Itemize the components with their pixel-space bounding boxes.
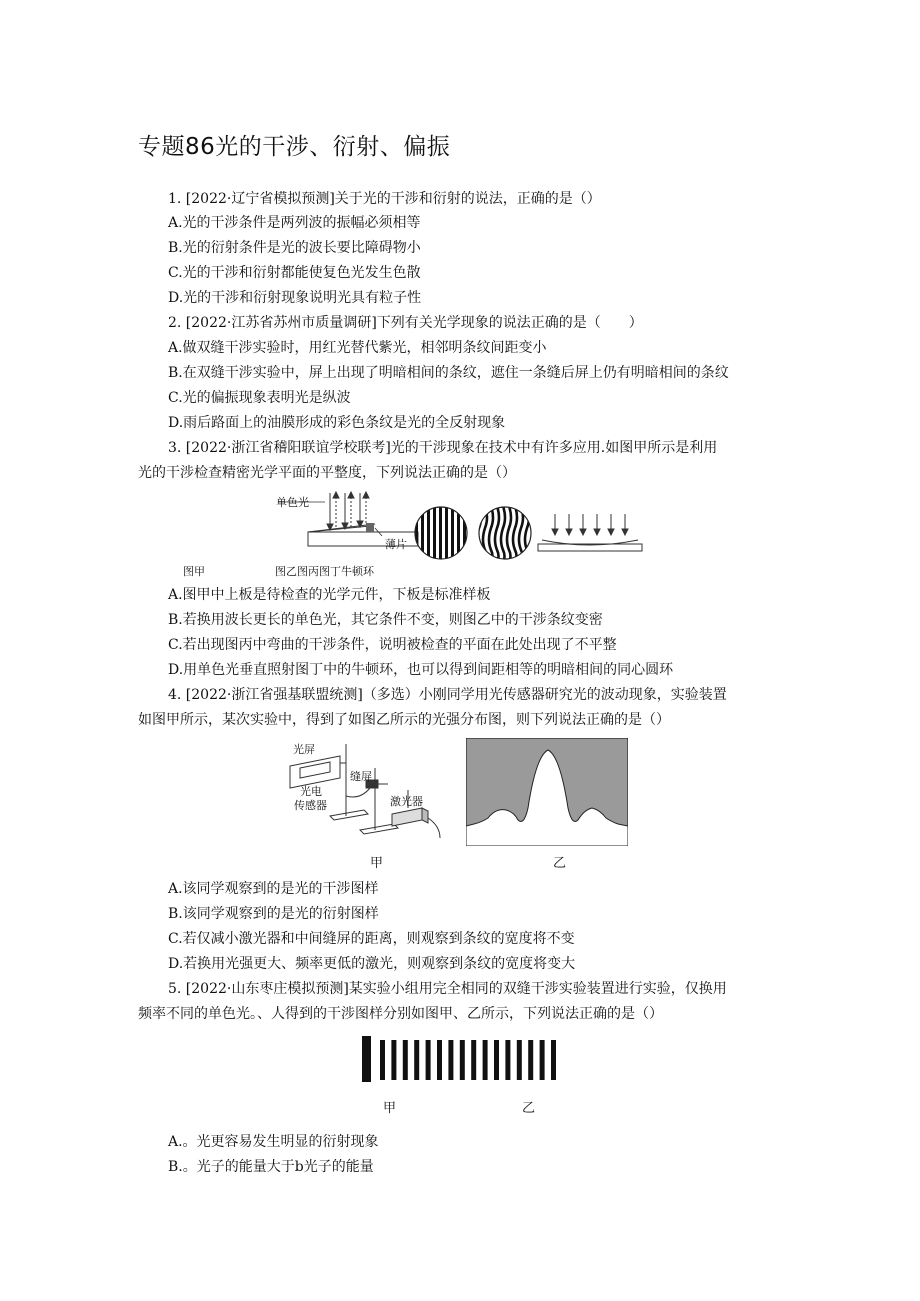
q3-figure (170, 488, 650, 580)
q2-stem: 2. [2022·江苏省苏州市质量调研]下列有关光学现象的说法正确的是（ ） (168, 315, 643, 331)
q4-fig-laser-label: 激光器 (390, 795, 423, 808)
q3-fig-others-caption: 图乙图丙图丁牛顿环 (275, 565, 374, 578)
interference-fringe-bar (494, 1040, 499, 1080)
q3-stem-line2: 光的干涉检查精密光学平面的平整度，下列说法正确的是（） (138, 465, 516, 481)
interference-fringe-bar (460, 1040, 465, 1080)
q3-option-c: C.若出现图丙中弯曲的干涉条件，说明被检查的平面在此处出现了不平整 (168, 637, 617, 653)
interference-fringe-bar (540, 1040, 545, 1080)
curved-fringe (513, 506, 517, 562)
interference-fringe-bar (505, 1040, 510, 1080)
q4-fig-sensor-label-1: 光电 (300, 785, 322, 798)
q3-fig-straight-fringes (415, 506, 467, 562)
q4-stem-line2: 如图甲所示，某次实验中，得到了如图乙所示的光强分布图，则下列说法正确的是（） (138, 712, 670, 728)
q4-option-a: A.该同学观察到的是光的干涉图样 (168, 881, 379, 897)
q5-stem-line1: 5. [2022·山东枣庄模拟预测]某实验小组用完全相同的双缝干涉实验装置进行实验，仅换用 (168, 981, 727, 997)
q2-option-c: C.光的偏振现象表明光是纵波 (168, 390, 351, 406)
q4-fig-sensor-label-2: 传感器 (294, 799, 327, 812)
q3-option-a: A.图甲中上板是待检查的光学元件，下板是标准样板 (168, 587, 491, 603)
q4-intensity-figure (466, 738, 628, 846)
interference-fringe-bar (380, 1040, 385, 1080)
curved-fringe (495, 506, 499, 562)
straight-fringe (451, 506, 454, 562)
interference-fringe-bar (391, 1040, 396, 1080)
interference-fringe-bar (551, 1040, 556, 1080)
straight-fringe (445, 506, 448, 562)
q3-fig-curved-fringes (477, 506, 531, 562)
q4-fig-yi-caption: 乙 (553, 856, 567, 871)
q5-fig-jia-caption: 甲 (383, 1101, 397, 1116)
q1-option-a: A.光的干涉条件是两列波的振幅必须相等 (168, 215, 421, 231)
interference-fringe-bar (414, 1040, 419, 1080)
interference-fringe-bar (403, 1040, 408, 1080)
q3-fig-light-label: 单色光 (276, 496, 309, 509)
q2-option-d: D.雨后路面上的油膜形成的彩色条纹是光的全反射现象 (168, 415, 506, 431)
q4-option-c: C.若仅减小激光器和中间缝屏的距离，则观察到条纹的宽度将不变 (168, 931, 575, 947)
q3-fig-jia-caption: 图甲 (183, 565, 205, 578)
interference-fringe-bar (362, 1036, 371, 1082)
interference-fringe-bar (483, 1040, 488, 1080)
q5-stem-line2: 频率不同的单色光。、人得到的干涉图样分别如图甲、乙所示，下列说法正确的是（） (138, 1006, 663, 1022)
interference-fringe-bar (528, 1040, 533, 1080)
q5-option-a: A.。光更容易发生明显的衍射现象 (168, 1134, 379, 1150)
q5-fringe-figure (360, 1036, 560, 1084)
q2-option-a: A.做双缝干涉实验时，用红光替代紫光，相邻明条纹间距变小 (168, 340, 547, 356)
q1-option-c: C.光的干涉和衍射都能使复色光发生色散 (168, 265, 421, 281)
straight-fringe (439, 506, 442, 562)
q4-stem-line1: 4. [2022·浙江省强基联盟统测]（多选）小刚同学用光传感器研究光的波动现象，实验装置 (168, 687, 727, 703)
straight-fringe (433, 506, 436, 562)
interference-fringe-bar (517, 1040, 522, 1080)
q4-fig-slit-label: 缝屏 (350, 770, 372, 783)
interference-fringe-bar (448, 1040, 453, 1080)
q4-fig-jia-caption: 甲 (370, 856, 384, 871)
q1-option-d: D.光的干涉和衍射现象说明光具有粒子性 (168, 290, 422, 306)
interference-fringe-bar (471, 1040, 476, 1080)
q2-option-b: B.在双缝干涉实验中，屏上出现了明暗相间的条纹，遮住一条缝后屏上仍有明暗相间的条纹 (168, 365, 729, 381)
interference-fringe-bar (426, 1040, 431, 1080)
q1-option-b: B.光的衍射条件是光的波长要比障碍物小 (168, 240, 421, 256)
q3-fig-film-label: 薄片 (385, 538, 407, 551)
straight-fringe (427, 506, 430, 562)
q3-stem-line1: 3. [2022·浙江省稽阳联谊学校联考]光的干涉现象在技术中有许多应用.如图甲所示是利用 (168, 440, 718, 456)
q1-stem: 1. [2022·辽宁省模拟预测]关于光的干涉和衍射的说法，正确的是（） (168, 191, 601, 207)
q5-option-b: B.。光子的能量大于b光子的能量 (168, 1159, 374, 1175)
curved-fringe (501, 506, 505, 562)
curved-fringe (507, 506, 511, 562)
q5-fig-yi-caption: 乙 (522, 1101, 536, 1116)
straight-fringe (463, 506, 466, 562)
q3-option-b: B.若换用波长更长的单色光，其它条件不变，则图乙中的干涉条纹变密 (168, 612, 603, 628)
q3-option-d: D.用单色光垂直照射图丁中的牛顿环，也可以得到间距相等的明暗相间的同心圆环 (168, 662, 674, 678)
q4-option-d: D.若换用光强更大、频率更低的激光，则观察到条纹的宽度将变大 (168, 956, 576, 972)
page-title: 专题86光的干涉、衍射、偏振 (138, 134, 451, 160)
q3-fig-newton-ring (538, 514, 642, 551)
q4-option-b: B.该同学观察到的是光的衍射图样 (168, 906, 379, 922)
q4-fig-screen-label: 光屏 (293, 743, 315, 756)
curved-fringe (525, 506, 529, 562)
interference-fringe-bar (437, 1040, 442, 1080)
